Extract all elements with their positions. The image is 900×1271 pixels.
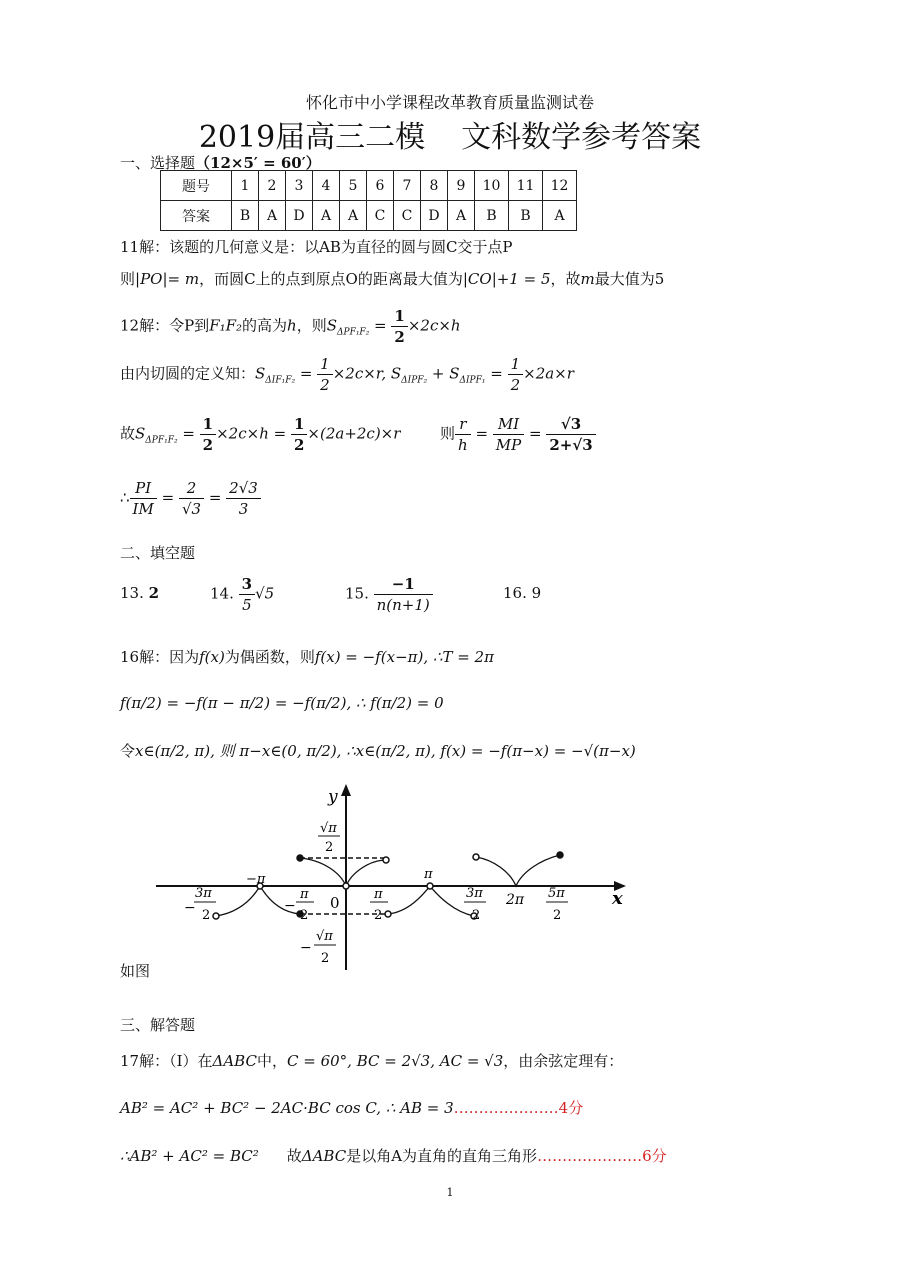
frac-den: 2 <box>202 436 214 454</box>
table-cell: A <box>313 201 340 231</box>
q12-l1-s: S <box>326 316 338 335</box>
fraction <box>455 414 471 455</box>
frac-den: 2 <box>510 376 521 394</box>
q11-text-a: 则 <box>120 270 136 288</box>
q12-l2-t2: ×2a×r <box>523 364 574 383</box>
frac-num: 1 <box>291 414 307 435</box>
q17-line2 <box>120 1097 583 1118</box>
q16-l3-math: x∈(π/2, π), 则 π−x∈(0, π/2), ∴x∈(π/2, π), f(x) = −f(π−x) = −√(π−x) <box>135 742 636 760</box>
table-cell: A <box>340 201 367 231</box>
frac-num: 1 <box>391 306 407 327</box>
table-cell: 4 <box>313 171 340 201</box>
answer-15 <box>345 574 433 615</box>
tick-negpi2-den: 2 <box>300 908 309 923</box>
q12-l4-therefore: ∴ <box>120 488 130 507</box>
tick-neg3pi2-num: 3π <box>195 886 212 901</box>
tick-negpi2-sign: − <box>284 898 296 914</box>
q11-text-c: ，故 <box>550 270 581 288</box>
q12-l3-t2: ×(2a+2c)×r <box>307 424 401 443</box>
tick-pi2-den: 2 <box>374 908 383 923</box>
tick-neg-pi: −π <box>246 872 266 887</box>
open-point <box>385 911 391 917</box>
q17-l3-math: ∴AB² + AC² = BC² <box>120 1147 259 1165</box>
q12-line1 <box>120 306 461 347</box>
table-cell: 11 <box>509 171 543 201</box>
q12-l1-a: 12解：令P到 <box>120 316 210 335</box>
q12-l3-eq1: = <box>177 424 200 443</box>
score-formula: （12×5′ = 60′） <box>195 154 321 172</box>
table-cell: 5 <box>340 171 367 201</box>
q17-l1-a: 17解：（Ⅰ）在 <box>120 1052 213 1070</box>
q16-line3 <box>120 740 636 761</box>
q12-l2-a: 由内切圆的定义知： <box>120 364 256 383</box>
frac-num: 1 <box>317 354 333 375</box>
q11-line2 <box>120 268 664 289</box>
table-cell: C <box>394 201 421 231</box>
q12-l1-f1f2: F₁F₂ <box>209 316 243 335</box>
q12-l3-sub: ΔPF₁F₂ <box>145 435 178 446</box>
tick-2pi: 2π <box>506 892 525 908</box>
section2-heading: 二、填空题 <box>120 544 196 562</box>
tick-5pi2-num: 5π <box>548 886 565 901</box>
fraction <box>508 354 524 395</box>
frac-den: 2 <box>293 436 305 454</box>
q16-line2: f(π/2) = −f(π − π/2) = −f(π/2), ∴ f(π/2) = 0 <box>120 694 444 712</box>
q12-l1-h: h <box>287 316 297 335</box>
tick-negsqrt-num: √π <box>316 929 333 944</box>
a15-label: 15. <box>345 584 374 603</box>
q12-l2-eq2: = <box>485 364 508 383</box>
q17-l1-tri: ΔABC <box>212 1052 257 1070</box>
tick-negsqrt-den: 2 <box>321 951 330 966</box>
fraction <box>239 574 255 615</box>
section3-heading: 三、解答题 <box>120 1016 196 1034</box>
frac-den: 2 <box>394 328 405 346</box>
q12-l3-eq2: = <box>470 424 493 443</box>
q12-line2 <box>120 354 574 395</box>
frac-num: 2 <box>179 478 204 499</box>
table-cell: 9 <box>448 171 475 201</box>
q16-line1 <box>120 646 494 667</box>
q17-l2-dots: ………………… <box>453 1099 559 1117</box>
q12-l3-s: S <box>135 424 146 443</box>
tick-sqrtpi-den: 2 <box>325 840 334 855</box>
tick-negsqrt-sign: − <box>300 940 312 956</box>
q12-l1-tail: ×2c×h <box>407 316 461 335</box>
table-cell: A <box>259 201 286 231</box>
answer-16: 16. 9 <box>503 584 542 602</box>
table-cell: A <box>543 201 577 231</box>
q11-math1: |PO|= m <box>135 270 200 288</box>
frac-den: MP <box>495 436 522 454</box>
fraction <box>291 414 307 455</box>
q12-line3 <box>120 414 400 455</box>
open-point <box>343 883 349 889</box>
q12-l2-s3: S <box>449 364 460 383</box>
q12-l3-t1: ×2c×h = <box>216 424 291 443</box>
tick-3pi2-den: 2 <box>472 908 481 923</box>
table-cell: D <box>286 201 313 231</box>
tick-negpi2-num: π <box>300 887 309 902</box>
frac-den: 2+√3 <box>549 436 593 454</box>
fraction <box>317 354 333 395</box>
document-title <box>0 112 900 156</box>
tick-neg3pi2-sign: − <box>184 900 196 916</box>
solid-point <box>557 852 563 858</box>
q12-l2-eq1: = <box>295 364 318 383</box>
curve-segment <box>388 886 474 916</box>
table-cell: C <box>367 201 394 231</box>
frac-den: h <box>458 436 468 454</box>
tick-5pi2-den: 2 <box>553 908 562 923</box>
answer-table <box>160 170 577 231</box>
q12-l3-eq3: = <box>524 424 547 443</box>
table-cell: 6 <box>367 171 394 201</box>
q16-l1-b: 为偶函数，则 <box>224 648 315 666</box>
y-axis-arrow <box>341 784 351 796</box>
frac-num: −1 <box>374 574 433 595</box>
q17-line3 <box>120 1145 667 1166</box>
a14-tail: √5 <box>255 584 275 603</box>
q17-l2-score: 4分 <box>558 1099 584 1117</box>
page-number: 1 <box>446 1186 454 1199</box>
frac-num: 2√3 <box>226 478 261 499</box>
fraction <box>130 478 157 519</box>
frac-den: n(n+1) <box>376 596 430 614</box>
table-cell: 1 <box>232 171 259 201</box>
table-cell: B <box>509 201 543 231</box>
q17-l1-b: 中， <box>256 1052 287 1070</box>
table-row <box>161 171 577 201</box>
frac-num: 3 <box>239 574 255 595</box>
y-axis-label: y <box>328 787 338 807</box>
curve-segment <box>300 858 386 886</box>
solid-point <box>297 855 303 861</box>
fraction <box>546 414 595 455</box>
q11-m: m <box>580 270 595 288</box>
q12-line4 <box>120 478 261 519</box>
title-part2: 文科数学参考答案 <box>461 120 702 155</box>
q11-math2: |CO|+1 = 5 <box>462 270 551 288</box>
q17-l3-b: 是以角A为直角的直角三角形 <box>346 1147 538 1165</box>
q12-l2-sub1: ΔIF₁F₂ <box>265 375 296 386</box>
q17-l1-math: C = 60°, BC = 2√3, AC = √3 <box>286 1052 504 1070</box>
tick-pi2-num: π <box>374 887 383 902</box>
q17-l3-score: 6分 <box>642 1147 667 1165</box>
q12-l3-a: 故 <box>120 424 136 443</box>
origin-label: 0 <box>330 894 340 912</box>
frac-den: 3 <box>238 500 249 518</box>
x-axis-label: x <box>612 888 623 909</box>
fraction <box>374 574 433 615</box>
q12-l2-s1: S <box>255 364 266 383</box>
q17-l3-dots: ………………… <box>537 1147 643 1165</box>
table-cell: 3 <box>286 171 313 201</box>
q17-l3-a: 故 <box>286 1147 302 1165</box>
q12-l4-eq2: = <box>204 488 227 507</box>
curve-segment <box>476 855 560 886</box>
open-point <box>213 913 219 919</box>
table-cell: 12 <box>543 171 577 201</box>
graph-caption: 如图 <box>120 962 151 980</box>
frac-den: √3 <box>181 500 202 518</box>
tick-neg3pi2-den: 2 <box>202 908 211 923</box>
q16-l1-fx: f(x) <box>199 648 225 666</box>
q12-l1-c: ，则 <box>296 316 327 335</box>
q17-l3-tri: ΔABC <box>301 1147 347 1165</box>
fraction <box>391 306 407 347</box>
a14-label: 14. <box>210 584 239 603</box>
tick-sqrtpi-num: √π <box>320 821 337 836</box>
q16-l3-a: 令 <box>120 742 136 760</box>
table-cell: 10 <box>475 171 509 201</box>
q11-text-b: ，而圆C上的点到原点O的距离最大值为 <box>199 270 463 288</box>
title-part1: 2019届高三二模 <box>198 120 426 155</box>
open-point <box>473 854 479 860</box>
a13-label: 13. <box>120 584 149 602</box>
function-graph <box>150 780 640 975</box>
tick-3pi2-num: 3π <box>466 886 483 901</box>
q12-line3-ratio <box>440 414 596 455</box>
table-header-cell: 题号 <box>161 171 232 201</box>
fraction <box>493 414 524 455</box>
frac-num: 1 <box>200 414 216 435</box>
q11-text-d: 最大值为5 <box>594 270 665 288</box>
frac-num: √3 <box>546 414 595 435</box>
table-cell: 2 <box>259 171 286 201</box>
q17-line1 <box>120 1050 623 1071</box>
tick-pi: π <box>424 867 433 882</box>
fraction <box>179 478 204 519</box>
q12-l1-eq: = <box>369 316 392 335</box>
frac-num: PI <box>130 478 157 499</box>
table-cell: D <box>421 201 448 231</box>
frac-num: MI <box>493 414 524 435</box>
fraction <box>226 478 261 519</box>
q12-l2-sub3: ΔIPF₁ <box>459 375 486 386</box>
fraction <box>200 414 216 455</box>
open-point <box>427 883 433 889</box>
frac-den: IM <box>132 500 154 518</box>
q16-l1-a: 16解：因为 <box>120 648 200 666</box>
frac-num: 1 <box>508 354 524 375</box>
q17-l2-math: AB² = AC² + BC² − 2AC·BC cos C, ∴ AB = 3 <box>120 1099 454 1117</box>
exam-subtitle: 怀化市中小学课程改革教育质量监测试卷 <box>305 93 594 112</box>
q11-line1: 11解：该题的几何意义是：以AB为直径的圆与圆C交于点P <box>120 238 513 256</box>
q12-l2-s2: S <box>390 364 402 383</box>
a13-value: 2 <box>148 584 160 602</box>
frac-den: 5 <box>242 596 252 614</box>
answer-14 <box>210 574 274 615</box>
table-cell: 7 <box>394 171 421 201</box>
table-cell: B <box>475 201 509 231</box>
q12-l1-b: 的高为 <box>242 316 288 335</box>
answer-13 <box>120 584 159 602</box>
table-cell: A <box>448 201 475 231</box>
q12-l2-sub2: ΔIPF₂ <box>401 375 428 386</box>
table-row <box>161 201 577 231</box>
q12-l3-then: 则 <box>440 424 456 443</box>
frac-num: r <box>455 414 471 435</box>
section1-heading-text: 一、选择题 <box>120 154 196 172</box>
q17-l1-c: ，由余弦定理有： <box>503 1052 624 1070</box>
q12-l2-t1: ×2c×r, <box>332 364 391 383</box>
q12-l2-plus: + <box>427 364 450 383</box>
table-cell: B <box>232 201 259 231</box>
q16-l1-eq: f(x) = −f(x−π), ∴T = 2π <box>314 648 494 666</box>
table-header-cell: 答案 <box>161 201 232 231</box>
table-cell: 8 <box>421 171 448 201</box>
q12-l4-eq1: = <box>156 488 179 507</box>
q12-l1-sub: ΔPF₁F₂ <box>337 327 370 338</box>
open-point <box>383 857 389 863</box>
frac-den: 2 <box>320 376 330 394</box>
